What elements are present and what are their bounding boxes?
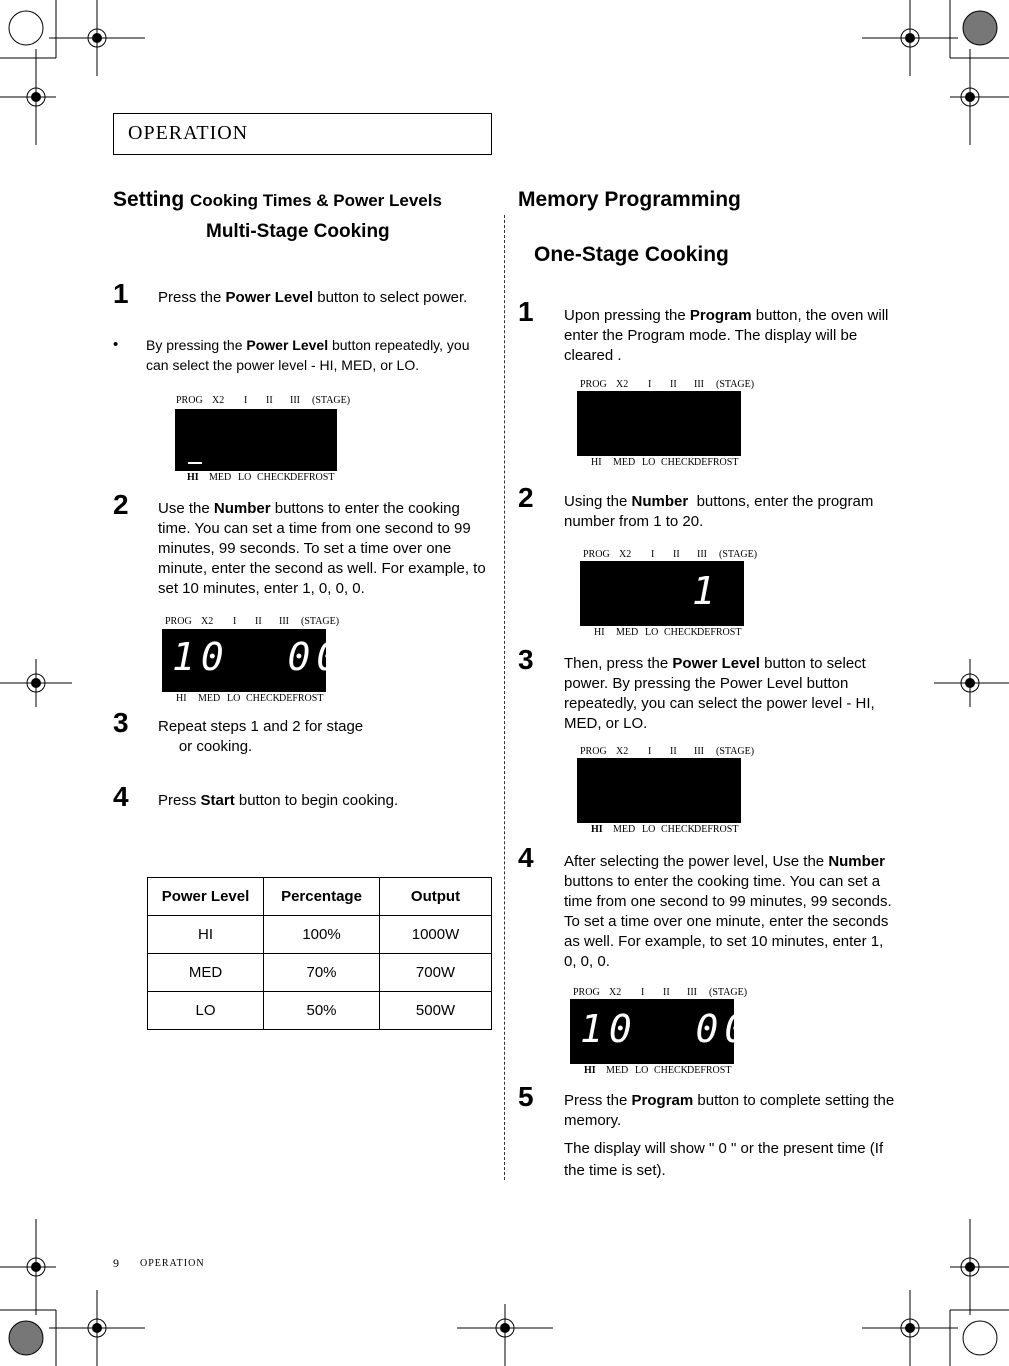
label-stage: (STAGE) [716,746,755,757]
label-defrost: DEFROST [687,1065,732,1076]
header-box [113,113,492,155]
display-digits: 10 00 [172,635,346,679]
display-note: The display will show " 0 " or the present time (If the time is set). [564,1140,884,1179]
table-row [148,916,492,954]
bullet-text-pre: By pressing the [146,337,247,353]
label-lo: LO [227,693,241,704]
label-defrost: DEFROST [694,824,739,835]
label-lo: LO [645,627,659,638]
label-check: CHECK [661,457,695,468]
label-med: MED [198,693,221,704]
step-text-post: or cooking. [158,738,253,755]
label-check: CHECK [664,627,698,638]
label-stage-2: II [266,395,273,406]
step-number: 1 [518,296,534,327]
table-cell: LO [148,992,264,1030]
step-text-pre: Press the [158,289,226,306]
label-stage-3: III [279,616,289,627]
step-number: 1 [113,278,129,309]
step-number: 3 [518,644,534,675]
label-defrost: DEFROST [697,627,742,638]
table-header: Power Level [148,878,264,916]
step-number: 2 [518,482,534,513]
display-digits: 1 [692,569,715,613]
step-text-pre: Upon pressing the [564,307,690,324]
label-prog: PROG [176,395,203,406]
left-subheading: Multi-Stage Cooking [206,221,390,242]
table-row [148,954,492,992]
label-x2: X2 [616,379,629,390]
label-lo: LO [238,472,252,483]
step-text [564,1091,899,1131]
label-x2: X2 [201,616,214,627]
label-x2: X2 [212,395,225,406]
label-prog: PROG [573,987,600,998]
label-stage-2: II [670,746,677,757]
table-cell: MED [148,954,264,992]
display-screen [577,758,741,823]
label-x2: X2 [616,746,629,757]
step-text-post: button to begin cooking. [234,792,399,809]
step-number: 5 [518,1081,534,1112]
table-cell: 1000W [380,916,492,954]
table-header-row [148,878,492,916]
label-stage: (STAGE) [716,379,755,390]
label-stage: (STAGE) [719,549,758,560]
oven-display [161,614,346,706]
step-text-post: button to complete setting the memory. [564,1092,895,1129]
table-row [148,992,492,1030]
step-text-post: button to select power. By pressing the Power Level button repeatedly, you can select the power level - HI, MED, or LO. [564,655,875,732]
bullet-dot: • [113,336,119,353]
label-lo: LO [642,457,656,468]
oven-display [172,393,352,485]
label-med: MED [606,1065,629,1076]
display-screen [580,561,744,626]
step-text-pre: Press [158,792,201,809]
step-text-pre: Then, press the [564,655,673,672]
header-title: OPERATION [128,122,249,144]
label-hi: HI [584,1065,596,1076]
step-text-bold: Power Level [225,289,314,306]
label-stage-2: II [673,549,680,560]
step-text [158,717,438,757]
step-text [564,852,899,972]
label-check: CHECK [661,824,695,835]
step-text [158,499,494,599]
label-med: MED [209,472,232,483]
label-stage-2: II [663,987,670,998]
label-stage-3: III [694,746,704,757]
label-hi: HI [187,472,199,483]
table-cell: 70% [264,954,380,992]
step-text-bold: Program [689,307,752,324]
label-stage-1: I [641,987,645,998]
step-text-post: buttons, enter the program number from 1 to 20. [564,493,878,530]
label-check: CHECK [246,693,280,704]
label-med: MED [613,824,636,835]
step-text [158,791,494,811]
step-text-post: button to select power. [313,289,468,306]
table-cell: 700W [380,954,492,992]
step-text-post: buttons to enter the cooking time. You can set a time from one second to 99 minutes, 99 seconds. To set a time over one minute, enter the seconds as well. For example, to set 10 minutes, enter 1, 0, 0, 0. [564,873,892,970]
label-x2: X2 [609,987,622,998]
label-prog: PROG [580,379,607,390]
label-stage-3: III [687,987,697,998]
step-text-bold: Number [631,493,689,510]
label-stage-1: I [651,549,655,560]
table-header: Percentage [264,878,380,916]
left-heading-main: Setting [113,188,185,211]
step-number: 2 [113,489,129,520]
step-text [564,306,899,366]
label-stage: (STAGE) [312,395,351,406]
step-text-pre: Press the [564,1092,632,1109]
step-text-pre: Use the [158,500,214,517]
table-cell: 50% [264,992,380,1030]
step-text-post: buttons to enter the cooking time. You can set a time from one second to 99 minutes, 99 seconds. To set a time over one minute, enter the second as well. For example, to set 10 minutes, enter 1, 0, 0, 0. [158,500,486,597]
label-hi: HI [591,824,603,835]
left-heading [113,188,442,212]
label-med: MED [613,457,636,468]
label-stage-1: I [648,746,652,757]
label-stage-2: II [670,379,677,390]
label-stage-1: I [648,379,652,390]
label-lo: LO [642,824,656,835]
page-number: 9 [113,1256,119,1270]
step-text [158,288,498,308]
step-number: 4 [113,781,129,812]
power-level-table [147,877,492,1030]
label-hi: HI [591,457,602,468]
label-stage-3: III [290,395,300,406]
display-digits: 10 00 [580,1007,754,1051]
step-number: 4 [518,842,534,873]
label-defrost: DEFROST [290,472,335,483]
label-stage-3: III [697,549,707,560]
step-text-post: button, the oven will enter the Program mode. The display will be cleared . [564,307,889,364]
label-stage: (STAGE) [301,616,340,627]
label-hi: HI [594,627,605,638]
table-header: Output [380,878,492,916]
table-cell: 100% [264,916,380,954]
step-text-pre: Repeat steps 1 and 2 for stage [158,718,364,735]
table-cell: HI [148,916,264,954]
bullet-text-bold: Power Level [246,337,329,353]
bullet-text [146,335,491,375]
display-screen [577,391,741,456]
step-number: 3 [113,707,129,738]
label-stage-1: I [244,395,248,406]
footer-title: OPERATION [140,1258,205,1269]
label-prog: PROG [580,746,607,757]
table-cell: 500W [380,992,492,1030]
display-screen [570,999,754,1064]
bullet-text-post: button repeatedly, you can select the power level - HI, MED, or LO. [146,337,470,373]
label-stage-3: III [694,379,704,390]
left-heading-rest: Cooking Times & Power Levels [190,191,442,210]
step-text [564,654,899,734]
step-text-bold: Program [631,1092,694,1109]
step-text-bold: Number [828,853,885,870]
label-prog: PROG [583,549,610,560]
hi-indicator [188,462,202,464]
label-defrost: DEFROST [279,693,324,704]
oven-display [576,744,756,836]
label-stage: (STAGE) [709,987,748,998]
step-text-bold: Number [213,500,271,517]
label-x2: X2 [619,549,632,560]
label-stage-1: I [233,616,237,627]
label-stage-2: II [255,616,262,627]
label-hi: HI [176,693,187,704]
right-subheading: One-Stage Cooking [534,243,729,266]
label-med: MED [616,627,639,638]
oven-display [576,377,756,469]
label-defrost: DEFROST [694,457,739,468]
column-divider [504,215,505,1180]
oven-display [569,985,754,1077]
label-lo: LO [635,1065,649,1076]
step-text-bold: Start [200,792,235,809]
display-screen [162,629,346,692]
step-text-bold: Power Level [672,655,760,672]
label-check: CHECK [654,1065,688,1076]
oven-display [579,547,759,639]
label-prog: PROG [165,616,192,627]
label-check: CHECK [257,472,291,483]
step-text-pre: Using the [564,493,632,510]
right-heading: Memory Programming [518,188,741,211]
step-text-pre: After selecting the power level, Use the [564,853,829,870]
step-text [564,492,899,532]
